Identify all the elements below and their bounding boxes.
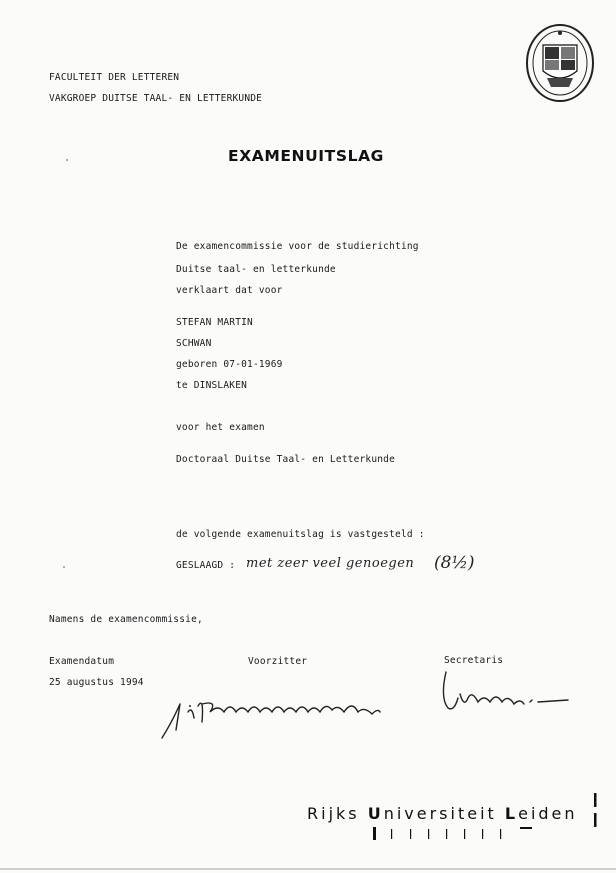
exam-intro: voor het examen	[176, 422, 265, 433]
speck	[63, 566, 65, 568]
university-seal	[525, 23, 595, 103]
result-intro: de volgende examenuitslag is vastgesteld :	[176, 529, 425, 540]
logo-accent-bars	[590, 793, 598, 829]
logo-letter-u: U	[367, 804, 384, 823]
chair-label: Voorzitter	[248, 656, 308, 667]
exam-date-value: 25 augustus 1994	[49, 677, 144, 688]
logo-part-rijks: Rijks	[307, 804, 368, 823]
department-name: VAKGROEP DUITSE TAAL- EN LETTERKUNDE	[49, 93, 263, 104]
university-logo	[307, 804, 578, 823]
declares-line: verklaart dat voor	[176, 285, 283, 296]
exam-name: Doctoraal Duitse Taal- en Letterkunde	[176, 454, 396, 465]
given-names: STEFAN MARTIN	[176, 317, 253, 328]
faculty-name: FACULTEIT DER LETTEREN	[49, 72, 180, 83]
page-edge	[0, 868, 616, 870]
grade-handwritten: (8½)	[434, 553, 475, 573]
exam-date-label: Examendatum	[49, 656, 115, 667]
secretary-signature	[438, 668, 578, 714]
logo-part-eiden: eiden	[518, 804, 578, 823]
result-handwritten: met zeer veel genoegen	[246, 556, 415, 571]
logo-part-niversiteit: niversiteit	[383, 804, 505, 823]
secretary-label: Secretaris	[444, 655, 504, 666]
result-label: GESLAAGD :	[176, 560, 236, 571]
on-behalf-line: Namens de examencommissie,	[49, 614, 203, 625]
speck	[66, 159, 68, 161]
study-program: Duitse taal- en letterkunde	[176, 264, 336, 275]
surname: SCHWAN	[176, 338, 212, 349]
committee-line: De examencommissie voor de studierichting	[176, 241, 419, 252]
logo-tick-marks	[372, 827, 532, 841]
logo-letter-l: L	[504, 804, 519, 823]
birth-place: te DINSLAKEN	[176, 380, 248, 391]
chair-signature	[158, 682, 388, 742]
birth-date: geboren 07-01-1969	[176, 359, 283, 370]
page-title: EXAMENUITSLAG	[228, 147, 385, 165]
